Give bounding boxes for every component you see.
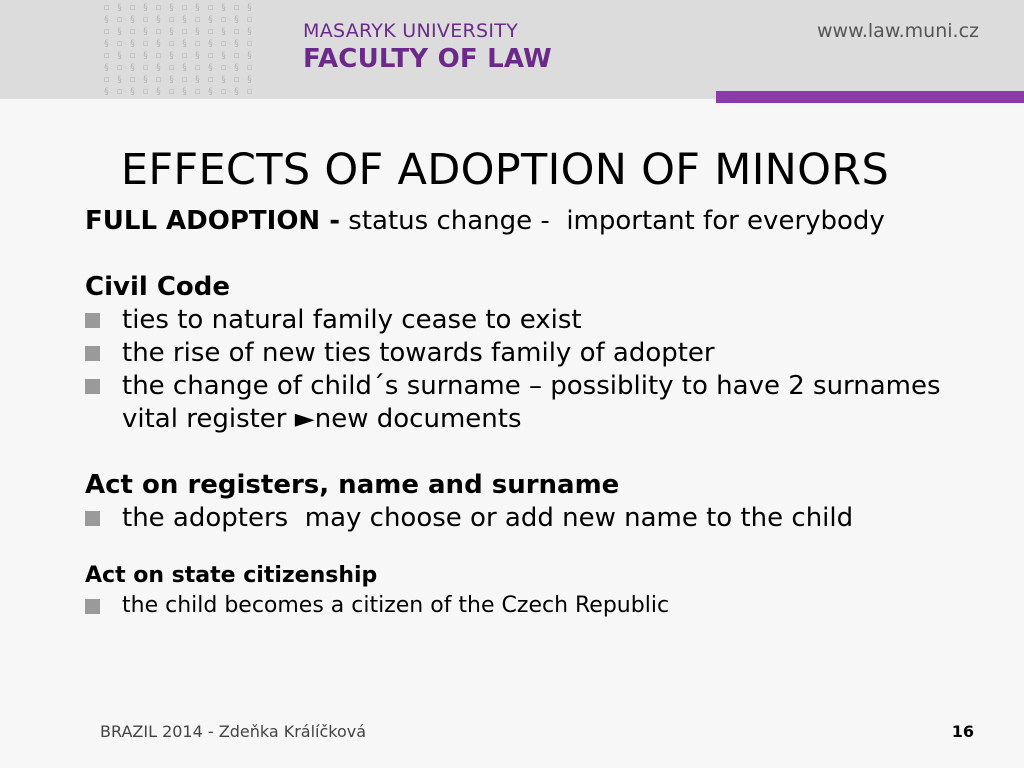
logo-glyph: § xyxy=(104,87,109,97)
logo-glyph: ▫ xyxy=(155,75,162,85)
list-item: the adopters may choose or add new name to the child xyxy=(85,502,1005,535)
logo-glyph: § xyxy=(195,51,200,61)
list-item: the rise of new ties towards family of adopter xyxy=(85,337,1005,370)
full-adoption-text: status change - important for everybody xyxy=(340,206,885,236)
civil-code-heading: Civil Code xyxy=(85,272,231,302)
footer-author: BRAZIL 2014 - Zdeňka Králíčková xyxy=(100,722,367,741)
logo-glyph: ▫ xyxy=(181,75,188,85)
square-bullet-icon xyxy=(85,599,100,614)
logo-glyph: § xyxy=(156,87,161,97)
logo-glyph: § xyxy=(221,27,226,37)
logo-glyph: ▫ xyxy=(116,63,123,73)
logo-glyph: § xyxy=(130,63,135,73)
logo-glyph: ▫ xyxy=(155,3,162,13)
logo-glyph: ▫ xyxy=(246,39,253,49)
logo-glyph: § xyxy=(169,27,174,37)
logo-glyph: § xyxy=(234,39,239,49)
vital-register-line: vital register ►new documents xyxy=(122,404,522,434)
logo-glyph: § xyxy=(143,3,148,13)
logo-glyph: § xyxy=(130,39,135,49)
logo-glyph: § xyxy=(221,51,226,61)
logo-glyph: § xyxy=(104,63,109,73)
logo-glyph: § xyxy=(208,87,213,97)
logo-glyph: ▫ xyxy=(233,51,240,61)
logo-glyph: § xyxy=(169,51,174,61)
list-item: the change of child´s surname – possiblity to have 2 surnames xyxy=(85,370,1005,403)
logo-glyph: ▫ xyxy=(168,87,175,97)
logo-glyph: ▫ xyxy=(246,87,253,97)
logo-glyph: ▫ xyxy=(168,63,175,73)
logo-glyph: § xyxy=(182,87,187,97)
logo-glyph: ▫ xyxy=(168,39,175,49)
logo-glyph: § xyxy=(208,63,213,73)
logo-glyph: ▫ xyxy=(194,87,201,97)
logo-glyph: ▫ xyxy=(207,27,214,37)
logo-glyph: § xyxy=(130,15,135,25)
logo-glyph: § xyxy=(247,51,252,61)
logo-glyph: ▫ xyxy=(181,3,188,13)
logo-glyph: § xyxy=(117,51,122,61)
logo-glyph: § xyxy=(208,39,213,49)
faculty-name: FACULTY OF LAW xyxy=(303,44,552,74)
logo-glyph: ▫ xyxy=(220,39,227,49)
logo-glyph: § xyxy=(221,3,226,13)
logo-glyph: § xyxy=(182,39,187,49)
university-name: MASARYK UNIVERSITY xyxy=(303,20,519,42)
logo-glyph: ▫ xyxy=(103,75,110,85)
logo-glyph: ▫ xyxy=(194,63,201,73)
logo-glyph: ▫ xyxy=(194,15,201,25)
logo-glyph: ▫ xyxy=(116,39,123,49)
logo-glyph: § xyxy=(117,3,122,13)
logo-glyph: § xyxy=(234,87,239,97)
logo-glyph: § xyxy=(156,15,161,25)
logo-glyph: ▫ xyxy=(220,87,227,97)
logo-glyph: § xyxy=(169,3,174,13)
logo-glyph: § xyxy=(234,15,239,25)
square-bullet-icon xyxy=(85,511,100,526)
logo-glyph: § xyxy=(195,27,200,37)
page-number: 16 xyxy=(951,722,974,741)
header-accent-bar xyxy=(716,91,1024,103)
logo-glyph: ▫ xyxy=(103,51,110,61)
logo-glyph: ▫ xyxy=(116,87,123,97)
logo-glyph: ▫ xyxy=(207,51,214,61)
slide-header xyxy=(0,0,1024,99)
logo-glyph: § xyxy=(247,3,252,13)
logo-glyph: ▫ xyxy=(181,51,188,61)
full-adoption-line xyxy=(85,205,1005,238)
list-item: the child becomes a citizen of the Czech Republic xyxy=(85,591,1005,621)
logo-glyph: § xyxy=(143,27,148,37)
slide-title: EFFECTS OF ADOPTION OF MINORS xyxy=(120,145,890,195)
slide-content xyxy=(85,205,1005,621)
logo-glyph: § xyxy=(117,75,122,85)
logo-glyph: § xyxy=(117,27,122,37)
logo-glyph: § xyxy=(208,15,213,25)
logo-glyph: § xyxy=(169,75,174,85)
logo-glyph: § xyxy=(156,63,161,73)
logo-glyph: § xyxy=(221,75,226,85)
list-item: ties to natural family cease to exist xyxy=(85,304,1005,337)
logo-glyph: ▫ xyxy=(129,27,136,37)
logo-glyph: § xyxy=(130,87,135,97)
logo-glyph: § xyxy=(247,27,252,37)
logo-glyph: ▫ xyxy=(103,27,110,37)
logo-glyph: ▫ xyxy=(220,15,227,25)
logo-glyph: § xyxy=(195,3,200,13)
full-adoption-label: FULL ADOPTION - xyxy=(85,206,341,236)
logo-glyph: ▫ xyxy=(129,75,136,85)
logo-glyph: ▫ xyxy=(246,15,253,25)
logo-glyph: § xyxy=(104,15,109,25)
logo-glyph: ▫ xyxy=(168,15,175,25)
logo-glyph: ▫ xyxy=(129,3,136,13)
logo-glyph: § xyxy=(182,63,187,73)
registers-act-heading: Act on registers, name and surname xyxy=(85,470,620,500)
square-bullet-icon xyxy=(85,379,100,394)
website-url: www.law.muni.cz xyxy=(816,20,979,42)
logo-glyph: ▫ xyxy=(103,3,110,13)
logo-glyph: ▫ xyxy=(220,63,227,73)
logo-glyph: § xyxy=(143,75,148,85)
logo-glyph: § xyxy=(182,15,187,25)
logo-glyph: § xyxy=(143,51,148,61)
logo-glyph: ▫ xyxy=(129,51,136,61)
faculty-logo-pattern xyxy=(100,2,260,98)
logo-glyph: ▫ xyxy=(142,39,149,49)
logo-glyph: ▫ xyxy=(233,3,240,13)
logo-glyph: ▫ xyxy=(155,27,162,37)
logo-glyph: ▫ xyxy=(116,15,123,25)
logo-glyph: ▫ xyxy=(194,39,201,49)
logo-glyph: § xyxy=(156,39,161,49)
logo-glyph: ▫ xyxy=(233,75,240,85)
logo-glyph: § xyxy=(104,39,109,49)
logo-glyph: ▫ xyxy=(181,27,188,37)
logo-glyph: ▫ xyxy=(155,51,162,61)
logo-glyph: § xyxy=(234,63,239,73)
logo-glyph: § xyxy=(195,75,200,85)
logo-glyph: ▫ xyxy=(246,63,253,73)
logo-glyph: ▫ xyxy=(142,15,149,25)
logo-glyph: § xyxy=(247,75,252,85)
logo-glyph: ▫ xyxy=(233,27,240,37)
citizenship-act-heading: Act on state citizenship xyxy=(85,563,378,588)
square-bullet-icon xyxy=(85,346,100,361)
logo-glyph: ▫ xyxy=(142,63,149,73)
square-bullet-icon xyxy=(85,313,100,328)
logo-glyph: ▫ xyxy=(207,3,214,13)
logo-glyph: ▫ xyxy=(207,75,214,85)
logo-glyph: ▫ xyxy=(142,87,149,97)
